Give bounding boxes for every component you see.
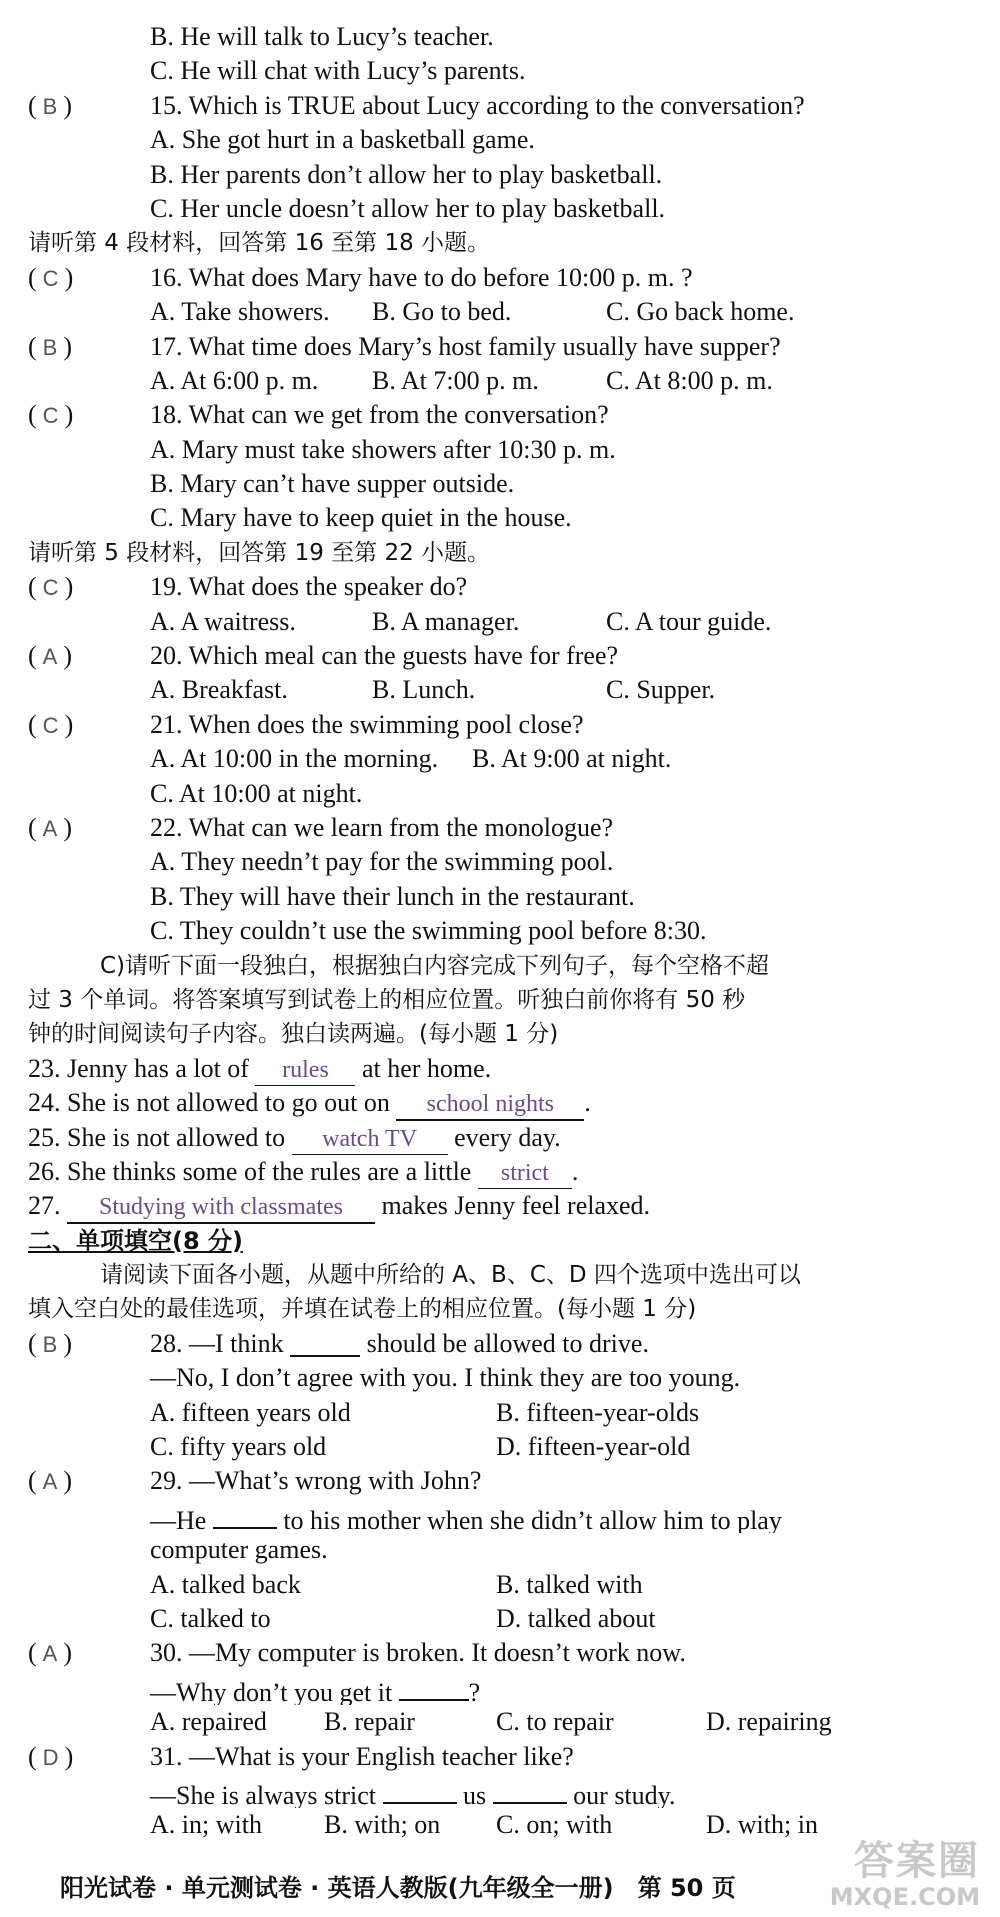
section-instruction-5: 请听第 5 段材料，回答第 19 至第 22 小题。 — [28, 539, 491, 566]
question-20: ( A ) 20. Which meal can the guests have for free? — [28, 639, 1000, 673]
answer-mark: ( B ) — [28, 331, 73, 361]
part-c-instruction-2: 过 3 个单词。将答案填写到试卷上的相应位置。听独白前你将有 50 秒 — [28, 986, 746, 1013]
q18-option-a: A. Mary must take showers after 10:30 p. m. — [150, 434, 616, 464]
q19-options: A. A waitress. B. A manager. C. A tour guide. — [150, 606, 772, 636]
section-2-instruction-2: 填入空白处的最佳选项，并填在试卷上的相应位置。(每小题 1 分) — [28, 1296, 697, 1323]
question-19: ( C ) 19. What does the speaker do? — [28, 570, 1000, 604]
q20-options: A. Breakfast. B. Lunch. C. Supper. — [150, 675, 716, 705]
answer-mark: ( C ) — [28, 572, 74, 602]
answer-blank[interactable] — [493, 1774, 567, 1804]
answer-mark: ( B ) — [28, 1328, 73, 1358]
answer-blank[interactable]: strict — [478, 1160, 572, 1189]
answer-blank[interactable]: Studying with classmates — [67, 1194, 375, 1223]
q29-dialog-cont: computer games. — [150, 1535, 328, 1565]
question-16: ( C ) 16. What does Mary have to do before 10:00 p. m. ? — [28, 261, 1000, 295]
answer-mark: ( B ) — [28, 90, 73, 120]
question-31: ( D ) 31. —What is your English teacher like? — [28, 1740, 1000, 1774]
question-23: 23. Jenny has a lot of rules at her home. — [28, 1052, 1000, 1086]
q22-option-c: C. They couldn’t use the swimming pool before 8:30. — [150, 916, 707, 946]
answer-mark: ( C ) — [28, 262, 74, 292]
part-c-instruction-1: C)请听下面一段独白，根据独白内容完成下列句子，每个空格不超 — [100, 952, 770, 979]
watermark-site: MXQE.COM — [829, 1883, 980, 1911]
answer-blank[interactable]: school nights — [396, 1091, 584, 1120]
q16-options: A. Take showers. B. Go to bed. C. Go back home. — [150, 297, 795, 327]
q29-dialog-reply: —He to his mother when she didn’t allow him to play — [28, 1499, 1000, 1533]
q15-option-b: B. Her parents don’t allow her to play basketball. — [150, 159, 663, 189]
answer-blank[interactable] — [213, 1499, 277, 1529]
q15-option-a: A. She got hurt in a basketball game. — [150, 125, 535, 155]
section-2-title: 二、单项填空(8 分) — [28, 1226, 243, 1255]
question-26: 26. She thinks some of the rules are a little strict . — [28, 1155, 1000, 1189]
question-24: 24. She is not allowed to go out on school nights . — [28, 1086, 1000, 1120]
q31-dialog-reply: —She is always strict us our study. — [28, 1774, 1000, 1808]
question-30: ( A ) 30. —My computer is broken. It doesn’t work now. — [28, 1636, 1000, 1670]
question-29: ( A ) 29. —What’s wrong with John? — [28, 1464, 1000, 1498]
question-15: ( B ) 15. Which is TRUE about Lucy according to the conversation? — [28, 89, 1000, 123]
answer-mark: ( A ) — [28, 812, 73, 842]
question-27: 27. Studying with classmates makes Jenny feel relaxed. — [28, 1189, 1000, 1223]
q30-dialog-reply: —Why don’t you get it ? — [28, 1671, 1000, 1705]
q15-option-c: C. Her uncle doesn’t allow her to play basketball. — [150, 193, 666, 223]
answer-blank[interactable]: watch TV — [292, 1126, 448, 1155]
q28-options-ab: A. fifteen years old B. fifteen-year-olds — [150, 1397, 700, 1427]
q31-options: A. in; with B. with; on C. on; with D. with; in — [150, 1810, 818, 1840]
answer-blank[interactable] — [399, 1671, 469, 1701]
answer-mark: ( A ) — [28, 641, 73, 671]
q30-options: A. repaired B. repair C. to repair D. repairing — [150, 1707, 832, 1737]
q17-options: A. At 6:00 p. m. B. At 7:00 p. m. C. At 8:00 p. m. — [150, 365, 773, 395]
q14-option-c: C. He will chat with Lucy’s parents. — [150, 56, 526, 86]
answer-blank[interactable]: rules — [255, 1057, 355, 1086]
question-28: ( B ) 28. —I think should be allowed to drive. — [28, 1327, 1000, 1361]
q21-option-c: C. At 10:00 at night. — [150, 778, 363, 808]
page-footer: 阳光试卷 · 单元测试卷 · 英语人教版(九年级全一册) 第 50 页 — [60, 1874, 736, 1902]
watermark-logo — [810, 1839, 980, 1909]
answer-blank[interactable] — [383, 1774, 457, 1804]
q29-options-cd: C. talked to D. talked about — [150, 1603, 656, 1633]
watermark-mark: 答案圈 — [854, 1838, 980, 1884]
question-17: ( B ) 17. What time does Mary’s host family usually have supper? — [28, 330, 1000, 364]
section-instruction-4: 请听第 4 段材料，回答第 16 至第 18 小题。 — [28, 230, 491, 257]
answer-mark: ( D ) — [28, 1741, 74, 1771]
answer-mark: ( A ) — [28, 1638, 73, 1668]
question-21: ( C ) 21. When does the swimming pool close? — [28, 708, 1000, 742]
q18-option-b: B. Mary can’t have supper outside. — [150, 469, 515, 499]
q28-options-cd: C. fifty years old D. fifteen-year-old — [150, 1432, 691, 1462]
section-2-instruction-1: 请阅读下面各小题，从题中所给的 A、B、C、D 四个选项中选出可以 — [100, 1262, 801, 1289]
answer-mark: ( C ) — [28, 400, 74, 430]
question-25: 25. She is not allowed to watch TV every day. — [28, 1121, 1000, 1155]
question-18: ( C ) 18. What can we get from the conversation? — [28, 398, 1000, 432]
part-c-instruction-3: 钟的时间阅读句子内容。独白读两遍。(每小题 1 分) — [28, 1021, 559, 1048]
q14-option-b: B. He will talk to Lucy’s teacher. — [150, 22, 494, 51]
q22-option-b: B. They will have their lunch in the restaurant. — [150, 881, 635, 911]
answer-mark: ( A ) — [28, 1466, 73, 1496]
q18-option-c: C. Mary have to keep quiet in the house. — [150, 503, 572, 533]
answer-blank[interactable] — [290, 1327, 360, 1357]
q21-options: A. At 10:00 in the morning. B. At 9:00 at night. — [150, 744, 672, 774]
question-22: ( A ) 22. What can we learn from the monologue? — [28, 811, 1000, 845]
q29-options-ab: A. talked back B. talked with — [150, 1569, 643, 1599]
answer-mark: ( C ) — [28, 709, 74, 739]
q28-dialog-reply: —No, I don’t agree with you. I think they are too young. — [150, 1363, 741, 1393]
q22-option-a: A. They needn’t pay for the swimming pool. — [150, 847, 614, 877]
